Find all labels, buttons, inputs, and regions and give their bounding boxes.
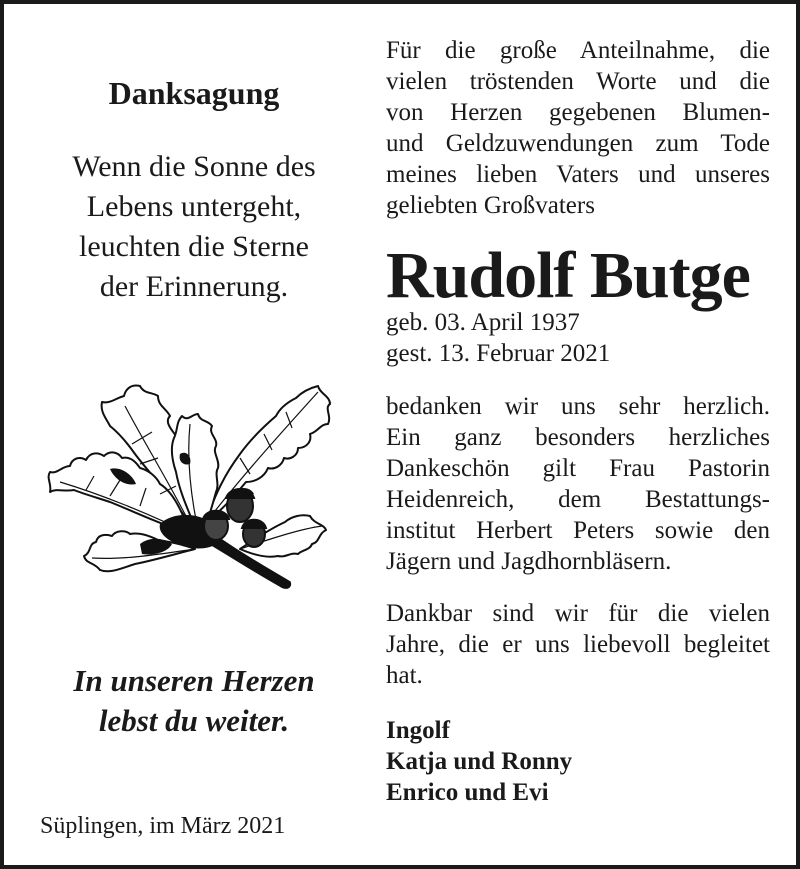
death-date: gest. 13. Februar 2021 (386, 340, 611, 367)
thanks-paragraph (386, 391, 770, 577)
notice-heading: Danksagung (108, 75, 280, 111)
intro-line: meines lieben Vaters und unseres (386, 161, 770, 188)
grateful-line: Dankbar sind wir für die vielen (386, 600, 770, 627)
thanks-line: Heidenreich, dem Bestattungs- (386, 486, 770, 513)
memorial-motto (24, 147, 364, 307)
deceased-name: Rudolf Butge (386, 239, 750, 312)
life-dates (386, 307, 610, 369)
grateful-paragraph (386, 598, 770, 691)
grateful-line: hat. (386, 662, 423, 689)
closing-phrase (24, 661, 364, 741)
intro-line: von Herzen gegebenen Blumen- (386, 99, 770, 126)
motto-line: leuchten die Sterne (79, 230, 309, 263)
oak-leaves-acorns-icon (40, 374, 340, 596)
thanks-line: institut Herbert Peters sowie den (386, 517, 770, 544)
closing-line: In unseren Herzen (73, 663, 315, 698)
signer: Ingolf (386, 717, 450, 744)
intro-line: und Geldzuwendungen zum Tode (386, 130, 770, 157)
thanks-line: Jägern und Jagdhornbläsern. (386, 548, 672, 575)
intro-line: vielen tröstenden Worte und die (386, 68, 770, 95)
thanks-line: Ein ganz besonders herzliches (386, 424, 770, 451)
motto-line: der Erinnerung. (99, 270, 289, 303)
intro-paragraph (386, 35, 770, 221)
grateful-line: Jahre, die er uns liebevoll begleitet (386, 631, 770, 658)
signer: Katja und Ronny (386, 748, 573, 775)
motto-line: Wenn die Sonne des (72, 150, 316, 183)
closing-line: lebst du weiter. (98, 703, 290, 738)
place-and-date: Süplingen, im März 2021 (40, 813, 286, 839)
intro-line: geliebten Großvaters (386, 192, 595, 219)
signers-list (386, 715, 572, 808)
thanks-line: bedanken wir uns sehr herzlich. (386, 393, 770, 420)
intro-line: Für die große Anteilnahme, die (386, 37, 770, 64)
birth-date: geb. 03. April 1937 (386, 309, 580, 336)
signer: Enrico und Evi (386, 779, 549, 806)
motto-line: Lebens untergeht, (86, 190, 302, 223)
thanks-line: Dankeschön gilt Frau Pastorin (386, 455, 770, 482)
